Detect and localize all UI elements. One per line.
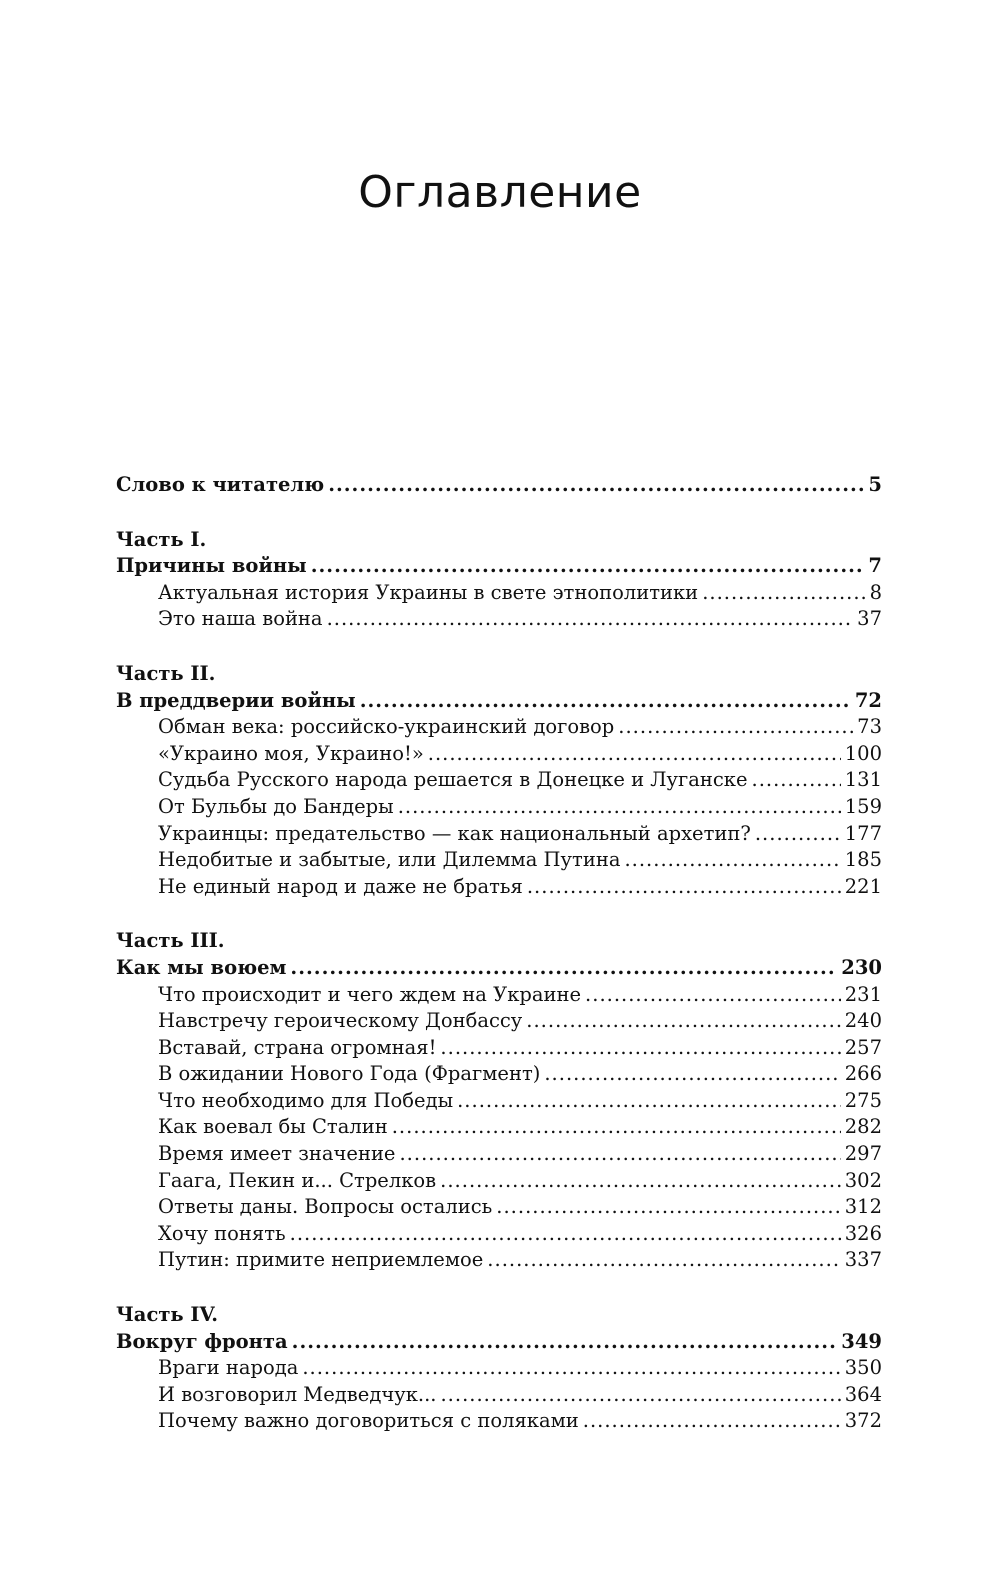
part-label: Часть I. [116,527,207,551]
toc-chapter [116,1061,882,1088]
toc-entry-title: И возговорил Медведчук... [158,1382,437,1406]
toc-entry-page: 282 [844,1115,882,1139]
dot-leader [328,472,864,499]
toc-entry-page: 230 [841,955,882,979]
toc-entry-title: Это наша война [158,607,323,631]
dot-leader [327,606,854,633]
toc-entry-page: 302 [844,1168,882,1192]
toc-chapter [116,714,882,741]
toc-part-2 [116,661,882,900]
toc-entry-page: 326 [844,1221,882,1245]
dot-leader [583,1408,841,1435]
toc-entry-page: 231 [844,982,882,1006]
toc-entry-title: Не единый народ и даже не братья [158,874,523,898]
toc-entry-title: Почему важно договориться с поляками [158,1409,579,1433]
dot-leader [292,1329,838,1356]
toc-chapter [116,1035,882,1062]
toc-chapter [116,1194,882,1221]
toc-entry-page: 177 [844,821,882,845]
toc-chapter [116,982,882,1009]
toc-entry-page: 159 [844,794,882,818]
dot-leader [526,1008,840,1035]
toc-chapter [116,1088,882,1115]
toc-chapter [116,1114,882,1141]
dot-leader [302,1355,840,1382]
toc-entry-page: 312 [844,1195,882,1219]
toc-entry-title: Судьба Русского народа решается в Донецке и Луганске [158,768,748,792]
toc-entry-page: 257 [844,1035,882,1059]
toc-entry-page: 372 [844,1409,882,1433]
dot-leader [624,847,840,874]
dot-leader [752,767,841,794]
toc-entry-title: Актуальная история Украины в свете этнополитики [158,580,699,604]
toc-entry-page: 7 [868,554,882,578]
toc-entry-title: Время имеет значение [158,1142,396,1166]
toc-chapter [116,1008,882,1035]
toc-chapter [116,1355,882,1382]
toc-entry-title: «Украино моя, Украино!» [158,741,424,765]
toc-chapter [116,767,882,794]
toc-entry-title: Слово к читателю [116,473,325,496]
toc-entry-title: Вокруг фронта [116,1329,288,1353]
toc-entry-page: 266 [844,1062,882,1086]
dot-leader [440,1168,841,1195]
toc-entry-title: Навстречу героическому Донбассу [158,1009,523,1033]
toc-entry-page: 240 [844,1009,882,1033]
dot-leader [755,821,841,848]
dot-leader [290,955,837,982]
toc-part-4 [116,1302,882,1435]
toc-entry-title: Причины войны [116,554,307,578]
toc-entry-page: 364 [844,1382,882,1406]
dot-leader [440,1382,840,1409]
toc-entry-title: Ответы даны. Вопросы остались [158,1195,493,1219]
toc-chapter [116,1382,882,1409]
dot-leader [618,714,853,741]
toc-entry-page: 73 [857,715,882,739]
dot-leader [428,741,841,768]
toc-entry-title: Недобитые и забытые, или Дилемма Путина [158,848,621,872]
dot-leader [392,1114,841,1141]
toc-chapter [116,741,882,768]
toc-entry-title: Что происходит и чего ждем на Украине [158,982,582,1006]
toc-chapter [116,874,882,901]
toc-entry-page: 297 [844,1142,882,1166]
toc-part-title [116,955,882,982]
toc-entry-page: 8 [869,580,882,604]
toc-entry-page: 350 [844,1356,882,1380]
toc-entry-title: От Бульбы до Бандеры [158,794,394,818]
dot-leader [585,982,841,1009]
toc-entry-page: 337 [844,1248,882,1272]
part-label: Часть III. [116,929,225,953]
toc-entry-page: 185 [844,848,882,872]
dot-leader [398,794,841,821]
toc-chapter [116,580,882,607]
toc-entry-preface [116,472,882,499]
toc-entry-title: Как мы воюем [116,955,287,979]
dot-leader [311,553,865,580]
toc-entry-title: Украинцы: предательство — как национальный архетип? [158,821,751,845]
toc-entry-title: Что необходимо для Победы [158,1088,454,1112]
toc-chapter [116,1221,882,1248]
toc-chapter [116,847,882,874]
toc-preface-section [116,472,882,499]
dot-leader [544,1061,840,1088]
toc-entry-page: 100 [844,741,882,765]
dot-leader [290,1221,841,1248]
toc-entry-title: Хочу понять [158,1221,286,1245]
toc-entry-title: Как воевал бы Сталин [158,1115,388,1139]
toc-part-title [116,1329,882,1356]
dot-leader [440,1035,840,1062]
toc-part-3 [116,928,882,1274]
toc-entry-title: Гаага, Пекин и... Стрелков [158,1168,437,1192]
toc-entry-title: Путин: примите неприемлемое [158,1248,484,1272]
toc-entry-title: В преддверии войны [116,688,356,712]
table-of-contents [116,472,882,1463]
toc-chapter [116,606,882,633]
part-label: Часть IV. [116,1303,219,1327]
part-label: Часть II. [116,661,216,685]
toc-entry-title: Обман века: российско-украинский договор [158,715,615,739]
toc-entry-page: 37 [857,607,882,631]
dot-leader [399,1141,840,1168]
toc-part-title [116,553,882,580]
toc-chapter [116,1247,882,1274]
dot-leader [360,688,851,715]
page-title: Оглавление [358,167,642,219]
toc-entry-page: 72 [854,688,882,712]
dot-leader [496,1194,840,1221]
toc-chapter [116,1408,882,1435]
toc-entry-page: 131 [844,768,882,792]
toc-entry-title: Вставай, страна огромная! [158,1035,437,1059]
toc-entry-title: Враги народа [158,1356,299,1380]
toc-entry-page: 275 [844,1088,882,1112]
toc-chapter [116,1141,882,1168]
toc-entry-page: 221 [844,874,882,898]
toc-entry-title: В ожидании Нового Года (Фрагмент) [158,1062,541,1086]
dot-leader [702,580,865,607]
dot-leader [457,1088,841,1115]
toc-chapter [116,1168,882,1195]
toc-entry-page: 5 [868,473,882,496]
toc-part-1 [116,527,882,633]
dot-leader [487,1247,840,1274]
toc-chapter [116,794,882,821]
toc-entry-page: 349 [841,1329,882,1353]
toc-part-title [116,688,882,715]
dot-leader [527,874,841,901]
toc-chapter [116,821,882,848]
